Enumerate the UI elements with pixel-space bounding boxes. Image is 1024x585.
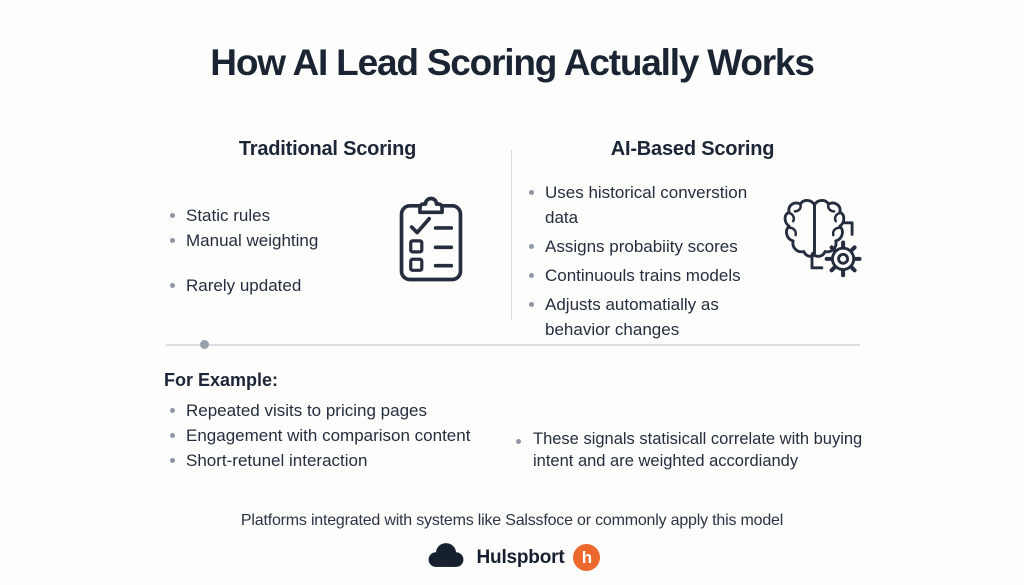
brain-gear-icon — [776, 194, 866, 287]
clipboard-checklist-icon — [396, 192, 466, 291]
example-note-text: These signals statisicall correlate with buying intent and are weighted accordiandy — [533, 430, 863, 470]
footer-logo — [0, 540, 1024, 575]
list-item: Repeated visits to pricing pages — [186, 398, 526, 423]
gear-icon — [827, 243, 860, 276]
section-divider — [166, 344, 860, 346]
ai-bullet-list — [527, 180, 750, 346]
list-item: Short-retunel interaction — [186, 448, 526, 473]
list-item: Rarely updated — [186, 273, 406, 298]
example-heading: For Example: — [164, 370, 279, 390]
list-item: Static rules — [186, 203, 406, 228]
list-item: Engagement with comparison content — [186, 423, 526, 448]
column-divider — [511, 150, 512, 320]
page-title: How AI Lead Scoring Actually Works — [210, 42, 814, 83]
ai-based-scoring-heading: AI-Based Scoring — [610, 138, 775, 160]
list-item: Assigns probabiity scores — [545, 234, 750, 259]
cloud-icon — [424, 540, 468, 575]
traditional-scoring-heading: Traditional Scoring — [238, 138, 417, 160]
list-item: Manual weighting — [186, 228, 406, 253]
divider-dot — [200, 340, 209, 349]
list-item: Continuouls trains models — [545, 263, 750, 288]
example-note — [516, 429, 876, 472]
traditional-bullet-list — [168, 203, 406, 298]
brand-name: Hulspbort — [476, 546, 565, 568]
hubspot-sprocket-icon: h — [573, 544, 600, 571]
example-bullet-list — [168, 398, 526, 473]
list-item: Uses historical converstion data — [545, 180, 750, 230]
footer-statement: Platforms integrated with systems like Salssfoce or commonly apply this model — [240, 512, 784, 529]
list-item: Adjusts automatially as behavior changes — [545, 292, 750, 342]
